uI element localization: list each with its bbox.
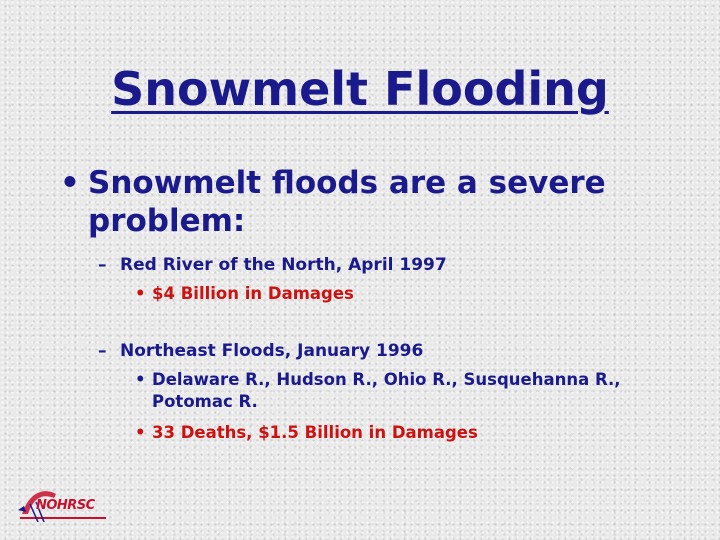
bullet-mark: •: [135, 423, 146, 442]
event-red-river: [98, 254, 447, 276]
main-bullet: [60, 164, 680, 240]
slide-title: Snowmelt Flooding: [111, 62, 609, 116]
main-bullet-text: Snowmelt floods are a severe problem:: [88, 165, 606, 239]
event-detail-text: Delaware R., Hudson R., Ohio R., Susquehanna R., Potomac R.: [152, 370, 621, 411]
dash-mark: –: [98, 255, 107, 275]
event-detail: [135, 422, 692, 444]
bullet-mark: •: [135, 370, 146, 389]
event-label: Red River of the North, April 1997: [120, 255, 447, 275]
bullet-mark: •: [135, 284, 146, 303]
nohrsc-logo: [16, 484, 112, 524]
bullet-mark: •: [60, 165, 80, 201]
event-detail-text: 33 Deaths, $1.5 Billion in Damages: [152, 423, 478, 442]
event-northeast-floods: [98, 340, 424, 362]
event-detail: [135, 369, 672, 413]
event-detail-text: $4 Billion in Damages: [152, 284, 354, 303]
dash-mark: –: [98, 341, 107, 361]
event-detail: [135, 283, 692, 305]
logo-text: NOHRSC: [36, 498, 95, 513]
event-label: Northeast Floods, January 1996: [120, 341, 424, 361]
